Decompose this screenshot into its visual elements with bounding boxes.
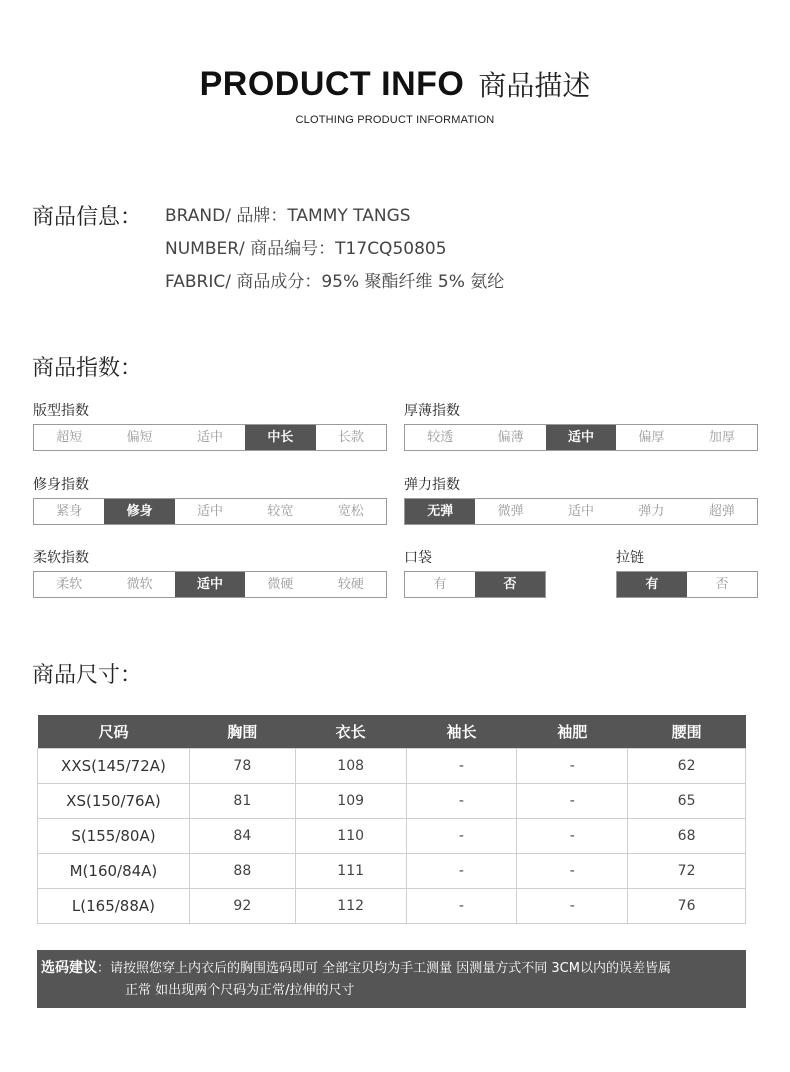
index-group-elasticity: [404, 476, 758, 525]
title-english: PRODUCT INFO: [199, 65, 465, 103]
scale-option-selected: 中长: [245, 425, 315, 450]
product-info-lines: [165, 204, 665, 303]
table-row: [38, 888, 746, 923]
scale-option-selected: 有: [617, 572, 687, 597]
table-cell: 110: [295, 818, 406, 853]
title-row: [0, 64, 790, 104]
index-scale: [616, 571, 758, 598]
table-cell: 68: [628, 818, 746, 853]
size-cell: XXS(145/72A): [38, 748, 190, 783]
advice-line-1: [41, 958, 742, 979]
size-advice-box: [37, 950, 746, 1008]
index-scale: [33, 571, 387, 598]
scale-option-selected: 无弹: [405, 499, 475, 524]
scale-option: 有: [433, 577, 447, 592]
size-cell: M(160/84A): [38, 853, 190, 888]
scale-option-selected: 否: [475, 572, 545, 597]
size-cell: S(155/80A): [38, 818, 190, 853]
scale-option: 长款: [337, 430, 364, 445]
index-label: 版型指数: [33, 403, 89, 419]
header-cell: 袖长: [406, 715, 517, 748]
scale-option: 否: [715, 577, 729, 592]
advice-label: 选码建议: [41, 960, 97, 976]
table-cell: 92: [189, 888, 295, 923]
header-cell: 袖肥: [517, 715, 628, 748]
table-cell: 88: [189, 853, 295, 888]
table-cell: 112: [295, 888, 406, 923]
scale-option: 微弹: [497, 504, 524, 519]
table-cell: 108: [295, 748, 406, 783]
title-chinese: 商品描述: [478, 69, 591, 102]
table-row: [38, 853, 746, 888]
index-group-pocket: [404, 549, 546, 598]
size-section-title: 商品尺寸：: [32, 663, 143, 688]
index-scale: [404, 424, 758, 451]
scale-option: 超短: [56, 430, 83, 445]
scale-option: 适中: [197, 430, 224, 445]
size-table: [37, 715, 746, 924]
index-scale: [404, 571, 546, 598]
header-cell: 尺码: [38, 715, 190, 748]
table-cell: -: [406, 783, 517, 818]
table-cell: -: [517, 748, 628, 783]
size-cell: L(165/88A): [38, 888, 190, 923]
header-cell: 腰围: [628, 715, 746, 748]
table-row: [38, 783, 746, 818]
scale-option-selected: 适中: [546, 425, 616, 450]
advice-text-1: ：请按照您穿上内衣后的胸围选码即可 全部宝贝均为手工测量 因测量方式不同 3CM以内的误差皆属: [97, 961, 671, 976]
scale-option: 弹力: [638, 504, 665, 519]
number-line: NUMBER/ 商品编号：T17CQ50805: [165, 239, 447, 259]
page-header: [0, 64, 790, 126]
table-cell: 72: [628, 853, 746, 888]
index-label: 拉链: [616, 550, 644, 566]
table-cell: -: [517, 783, 628, 818]
table-row: [38, 748, 746, 783]
scale-option: 适中: [197, 504, 224, 519]
table-cell: -: [517, 853, 628, 888]
scale-option: 加厚: [708, 430, 735, 445]
brand-line: BRAND/ 品牌：TAMMY TANGS: [165, 206, 411, 226]
advice-text-2: 正常 如出现两个尺码为正常/拉伸的尺寸: [125, 983, 355, 998]
table-cell: 81: [189, 783, 295, 818]
table-cell: 78: [189, 748, 295, 783]
fabric-line: FABRIC/ 商品成分：95% 聚酯纤维 5% 氨纶: [165, 272, 505, 292]
scale-option: 较透: [427, 430, 454, 445]
table-cell: 109: [295, 783, 406, 818]
index-label: 厚薄指数: [404, 403, 460, 419]
index-label: 弹力指数: [404, 477, 460, 493]
index-label: 修身指数: [33, 477, 89, 493]
scale-option: 适中: [568, 504, 595, 519]
scale-option: 较硬: [337, 577, 364, 592]
table-cell: -: [406, 888, 517, 923]
scale-option: 微软: [126, 577, 153, 592]
index-group-zipper: [616, 549, 758, 598]
scale-option: 偏薄: [497, 430, 524, 445]
index-scale: [33, 424, 387, 451]
table-cell: -: [517, 818, 628, 853]
header-cell: 衣长: [295, 715, 406, 748]
index-section-title: 商品指数：: [32, 356, 143, 381]
table-cell: -: [406, 853, 517, 888]
scale-option: 宽松: [337, 504, 364, 519]
scale-option: 柔软: [56, 577, 83, 592]
table-cell: 76: [628, 888, 746, 923]
table-cell: 84: [189, 818, 295, 853]
table-cell: 62: [628, 748, 746, 783]
scale-option: 偏厚: [638, 430, 665, 445]
scale-option: 微硬: [267, 577, 294, 592]
scale-option-selected: 适中: [175, 572, 245, 597]
table-cell: -: [406, 748, 517, 783]
table-row: [38, 818, 746, 853]
index-group-thickness: [404, 402, 758, 451]
header-cell: 胸围: [189, 715, 295, 748]
scale-option: 超弹: [708, 504, 735, 519]
product-info-label: 商品信息：: [32, 205, 143, 230]
scale-option: 偏短: [126, 430, 153, 445]
index-label: 柔软指数: [33, 550, 89, 566]
index-scale: [404, 498, 758, 525]
subtitle: CLOTHING PRODUCT INFORMATION: [295, 114, 495, 126]
table-header-row: [38, 715, 746, 748]
index-scale: [33, 498, 387, 525]
table-cell: 65: [628, 783, 746, 818]
table-cell: 111: [295, 853, 406, 888]
scale-option: 较宽: [267, 504, 294, 519]
index-group-softness: [33, 549, 387, 598]
table-cell: -: [406, 818, 517, 853]
size-cell: XS(150/76A): [38, 783, 190, 818]
table-cell: -: [517, 888, 628, 923]
index-label: 口袋: [404, 550, 432, 566]
scale-option: 紧身: [56, 504, 83, 519]
scale-option-selected: 修身: [104, 499, 174, 524]
index-group-slim: [33, 476, 387, 525]
index-group-fit-length: [33, 402, 387, 451]
